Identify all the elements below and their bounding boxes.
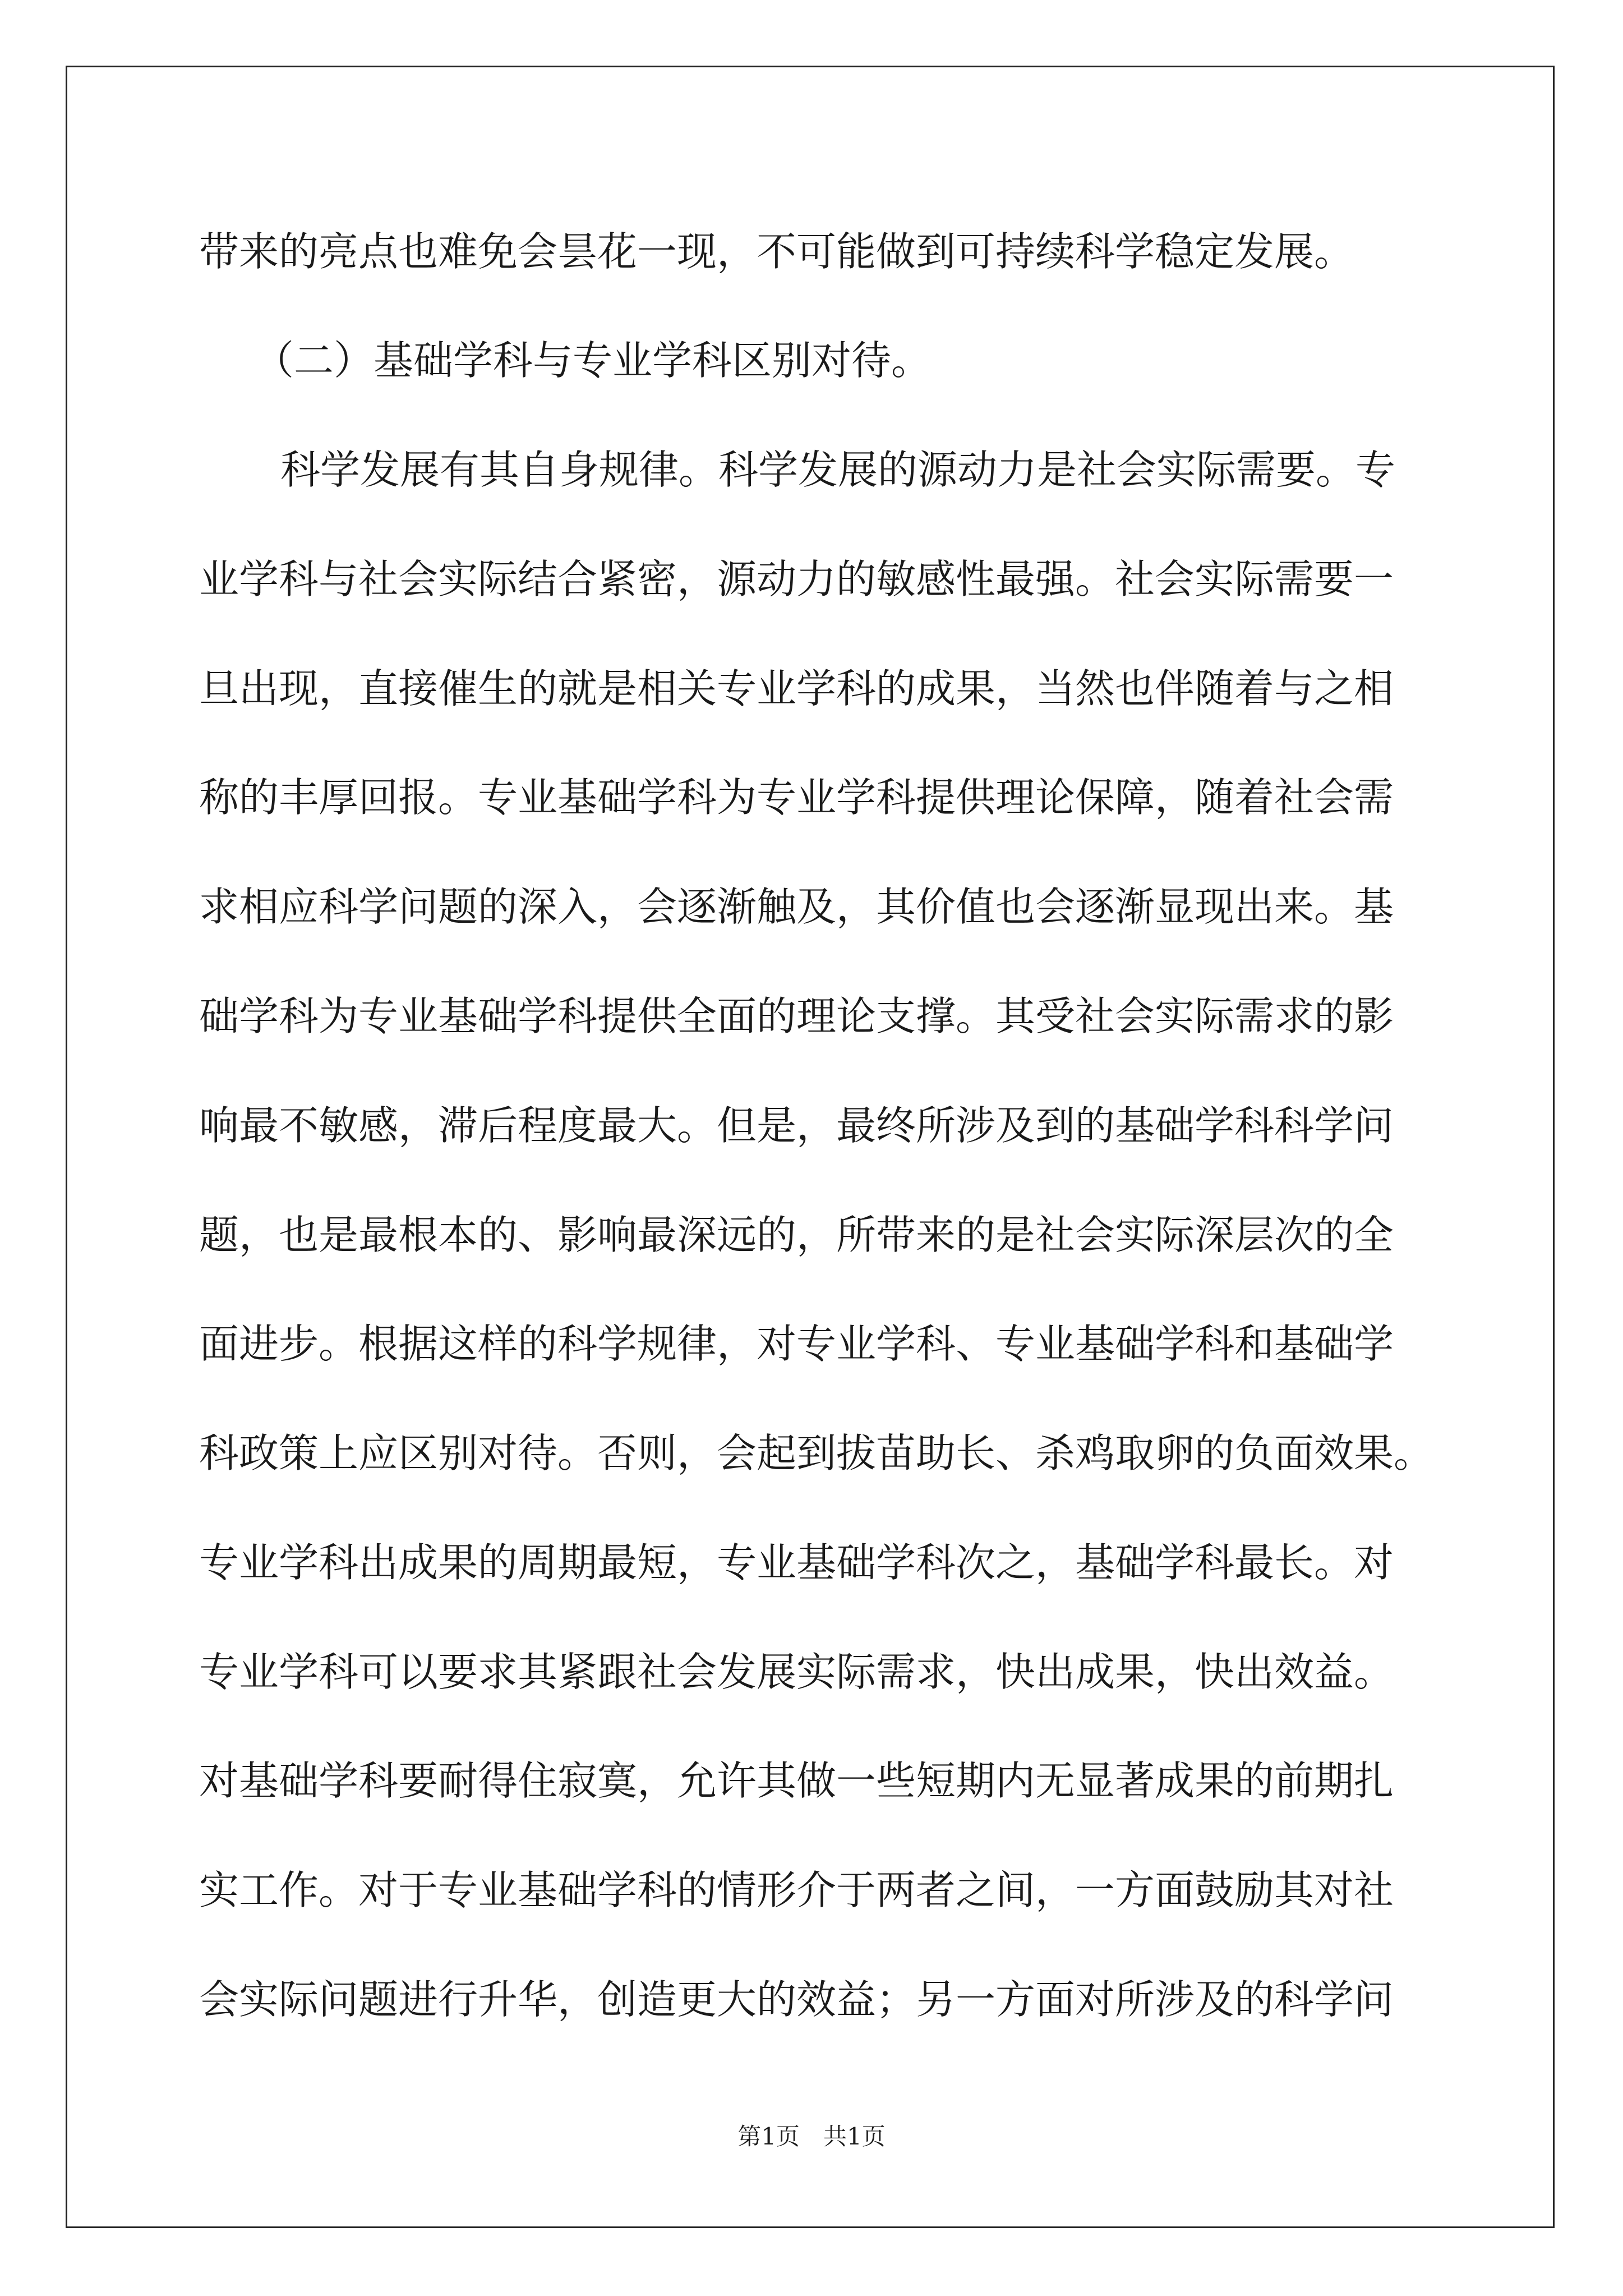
text-line: 求相应科学问题的深入，会逐渐触及，其价值也会逐渐显现出来。基 <box>199 884 1394 930</box>
text-line: 旦出现，直接催生的就是相关专业学科的成果，当然也伴随着与之相 <box>199 665 1394 712</box>
section-heading: （二）基础学科与专业学科区别对待。 <box>254 337 932 384</box>
text-line: 称的丰厚回报。专业基础学科为专业学科提供理论保障，随着社会需 <box>199 774 1394 821</box>
text-line: 实工作。对于专业基础学科的情形介于两者之间，一方面鼓励其对社 <box>199 1867 1394 1913</box>
text-line: 专业学科可以要求其紧跟社会发展实际需求，快出成果，快出效益。 <box>199 1649 1394 1695</box>
text-line: 面进步。根据这样的科学规律，对专业学科、专业基础学科和基础学 <box>199 1320 1394 1367</box>
page-number-footer: 第1页 共1页 <box>737 2123 886 2150</box>
text-line: 带来的亮点也难免会昙花一现，不可能做到可持续科学稳定发展。 <box>199 228 1354 275</box>
text-line: 科学发展有其自身规律。科学发展的源动力是社会实际需要。专 <box>280 447 1396 493</box>
text-line: 础学科为专业基础学科提供全面的理论支撑。其受社会实际需求的影 <box>199 993 1394 1039</box>
text-line: 对基础学科要耐得住寂寞，允许其做一些短期内无显著成果的前期扎 <box>199 1757 1394 1804</box>
text-line: 科政策上应区别对待。否则，会起到拔苗助长、杀鸡取卵的负面效果。 <box>199 1430 1434 1476</box>
text-line: 响最不敏感，滞后程度最大。但是，最终所涉及到的基础学科科学问 <box>199 1102 1394 1149</box>
text-line: 业学科与社会实际结合紧密，源动力的敏感性最强。社会实际需要一 <box>199 556 1394 602</box>
text-line: 会实际问题进行升华，创造更大的效益；另一方面对所涉及的科学问 <box>199 1976 1394 2023</box>
text-line: 专业学科出成果的周期最短，专业基础学科次之，基础学科最长。对 <box>199 1539 1394 1586</box>
text-line: 题，也是最根本的、影响最深远的，所带来的是社会实际深层次的全 <box>199 1212 1394 1258</box>
